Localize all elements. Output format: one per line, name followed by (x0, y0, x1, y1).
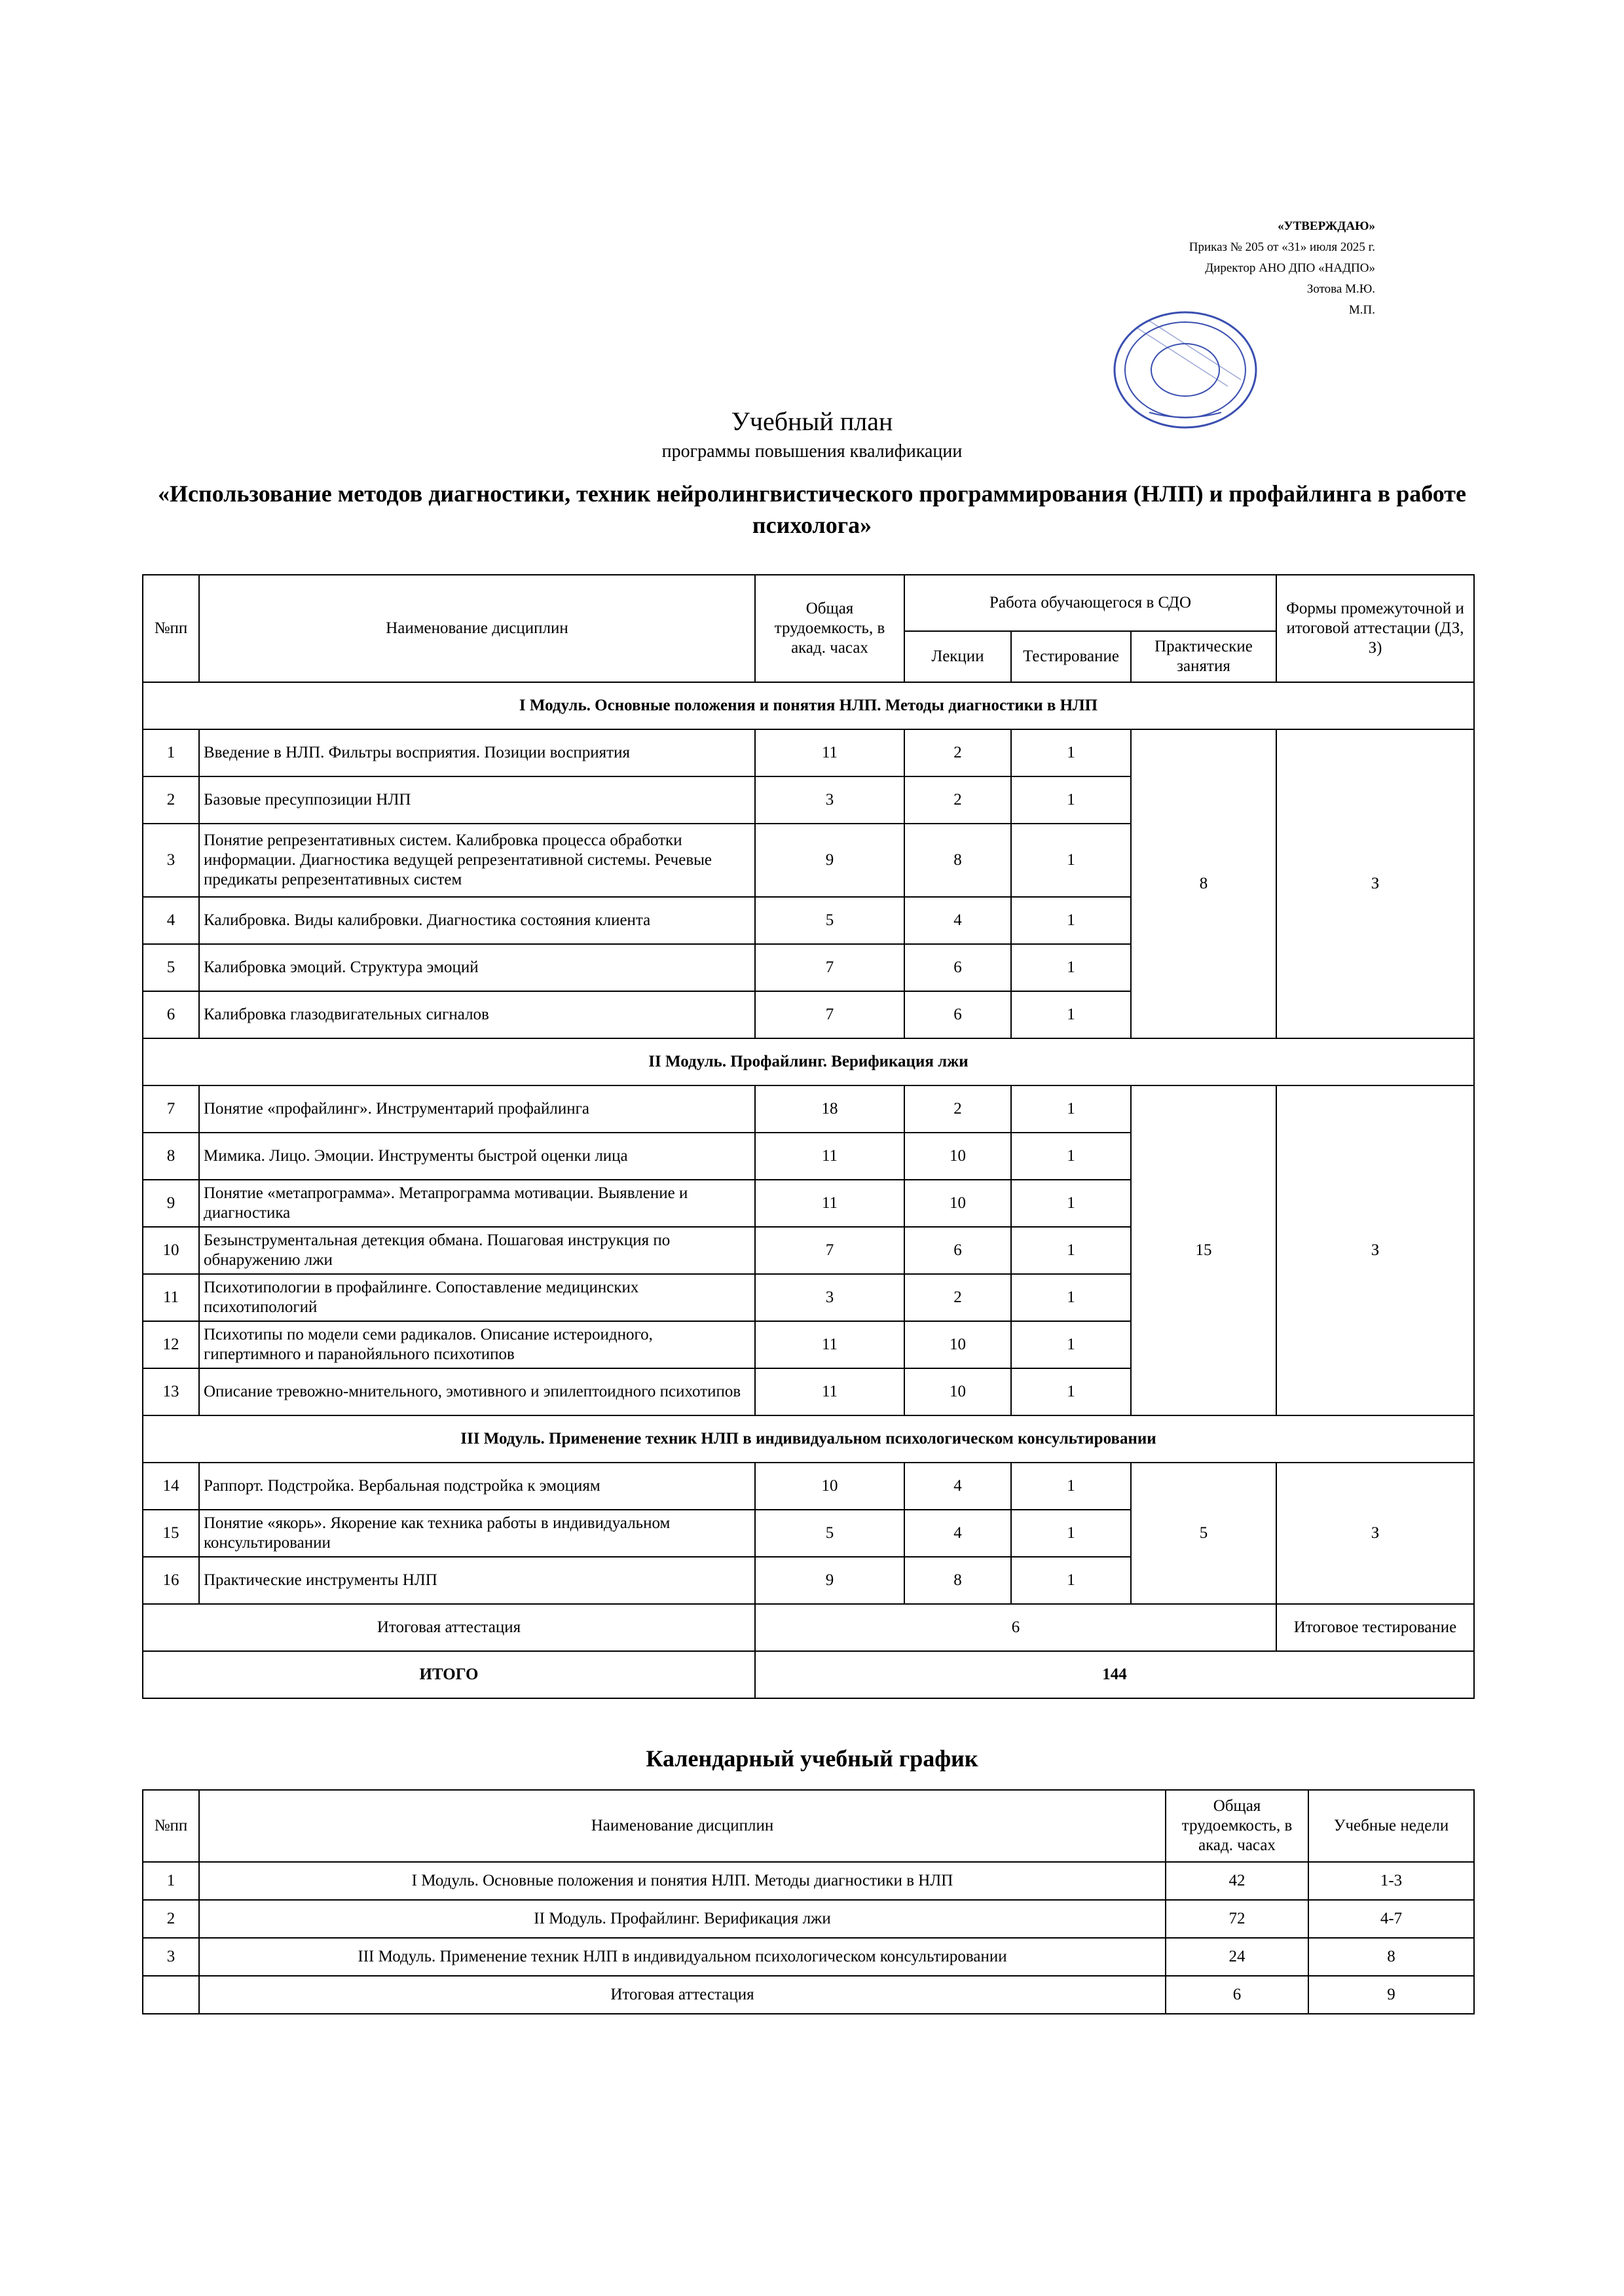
row-lectures: 10 (904, 1368, 1011, 1415)
row-weeks: 9 (1308, 1976, 1474, 2014)
module-form: З (1276, 729, 1474, 1038)
approval-seal-place: М.П. (1348, 303, 1375, 317)
final-attestation-row (143, 1604, 1474, 1651)
table-row (143, 1085, 1474, 1133)
row-hours: 24 (1166, 1938, 1308, 1976)
row-num: 3 (143, 824, 199, 897)
row-num: 3 (143, 1938, 199, 1976)
module-practice: 8 (1131, 729, 1276, 1038)
row-lectures: 10 (904, 1133, 1011, 1180)
row-lectures: 2 (904, 1274, 1011, 1321)
row-num: 8 (143, 1133, 199, 1180)
curriculum-table (142, 574, 1475, 1699)
row-testing: 1 (1011, 944, 1131, 991)
row-weeks: 8 (1308, 1938, 1474, 1976)
row-hours: 11 (755, 729, 904, 776)
row-name: Психотипологии в профайлинге. Сопоставление медицинских психотипологий (199, 1274, 755, 1321)
row-testing: 1 (1011, 1227, 1131, 1274)
row-name: Практические инструменты НЛП (199, 1557, 755, 1604)
row-testing: 1 (1011, 729, 1131, 776)
row-hours: 10 (755, 1463, 904, 1510)
module-row (143, 1038, 1474, 1085)
row-num: 16 (143, 1557, 199, 1604)
row-lectures: 6 (904, 991, 1011, 1038)
row-testing: 1 (1011, 897, 1131, 944)
row-name: Психотипы по модели семи радикалов. Описание истероидного, гипертимного и паранойяльного психотипов (199, 1321, 755, 1368)
row-num: 5 (143, 944, 199, 991)
row-name: III Модуль. Применение техник НЛП в индивидуальном психологическом консультировании (199, 1938, 1166, 1976)
approval-signatory: Зотова М.Ю. (1306, 282, 1375, 296)
module-title: III Модуль. Применение техник НЛП в индивидуальном психологическом консультировании (143, 1415, 1474, 1463)
row-testing: 1 (1011, 1463, 1131, 1510)
row-num: 13 (143, 1368, 199, 1415)
row-testing: 1 (1011, 1321, 1131, 1368)
row-testing: 1 (1011, 1368, 1131, 1415)
row-hours: 6 (1166, 1976, 1308, 2014)
row-hours: 11 (755, 1133, 904, 1180)
module-title: I Модуль. Основные положения и понятия НЛП. Методы диагностики в НЛП (143, 682, 1474, 729)
row-lectures: 8 (904, 824, 1011, 897)
row-lectures: 4 (904, 1510, 1011, 1557)
header-num: №пп (143, 575, 199, 682)
row-lectures: 2 (904, 729, 1011, 776)
row-lectures: 4 (904, 897, 1011, 944)
row-num (143, 1976, 199, 2014)
row-lectures: 6 (904, 1227, 1011, 1274)
approval-heading: «УТВЕРЖДАЮ» (1278, 219, 1375, 233)
row-name: Раппорт. Подстройка. Вербальная подстройка к эмоциям (199, 1463, 755, 1510)
row-testing: 1 (1011, 1510, 1131, 1557)
header-weeks: Учебные недели (1308, 1790, 1474, 1862)
page-title: Учебный план (731, 407, 893, 436)
module-row (143, 1415, 1474, 1463)
row-num: 10 (143, 1227, 199, 1274)
total-label: ИТОГО (143, 1651, 755, 1698)
row-num: 7 (143, 1085, 199, 1133)
row-name: Понятие «якорь». Якорение как техника работы в индивидуальном консультировании (199, 1510, 755, 1557)
module-practice: 5 (1131, 1463, 1276, 1604)
row-testing: 1 (1011, 1274, 1131, 1321)
row-hours: 11 (755, 1321, 904, 1368)
row-lectures: 2 (904, 1085, 1011, 1133)
header-hours: Общая трудоемкость, в акад. часах (1166, 1790, 1308, 1862)
row-hours: 9 (755, 1557, 904, 1604)
final-label: Итоговая аттестация (143, 1604, 755, 1651)
final-hours: 6 (755, 1604, 1276, 1651)
program-name: «Использование методов диагностики, техник нейролингвистического программирования (НЛП) и профайлинга в работе психолога» (158, 481, 1466, 538)
header-row (143, 1790, 1474, 1862)
row-hours: 18 (755, 1085, 904, 1133)
approval-order: Приказ № 205 от «31» июля 2025 г. (1189, 240, 1375, 254)
row-name: Калибровка. Виды калибровки. Диагностика состояния клиента (199, 897, 755, 944)
row-num: 12 (143, 1321, 199, 1368)
row-name: Мимика. Лицо. Эмоции. Инструменты быстрой оценки лица (199, 1133, 755, 1180)
row-hours: 3 (755, 776, 904, 824)
row-hours: 3 (755, 1274, 904, 1321)
row-name: Калибровка глазодвигательных сигналов (199, 991, 755, 1038)
row-num: 14 (143, 1463, 199, 1510)
page-subtitle: программы повышения квалификации (661, 441, 963, 462)
row-name: Понятие «метапрограмма». Метапрограмма мотивации. Выявление и диагностика (199, 1180, 755, 1227)
row-num: 1 (143, 1862, 199, 1900)
row-hours: 11 (755, 1368, 904, 1415)
table-row (143, 1976, 1474, 2014)
header-forms: Формы промежуточной и итоговой аттестации (ДЗ, З) (1276, 575, 1474, 682)
approval-block (1074, 216, 1375, 321)
row-testing: 1 (1011, 1133, 1131, 1180)
row-weeks: 4-7 (1308, 1900, 1474, 1938)
row-testing: 1 (1011, 991, 1131, 1038)
row-name: Понятие репрезентативных систем. Калибровка процесса обработки информации. Диагностика ведущей репрезентативной системы. Речевые предикаты репрезентативных систем (199, 824, 755, 897)
row-name: Калибровка эмоций. Структура эмоций (199, 944, 755, 991)
row-testing: 1 (1011, 1085, 1131, 1133)
row-name: Итоговая аттестация (199, 1976, 1166, 2014)
row-testing: 1 (1011, 1557, 1131, 1604)
final-form: Итоговое тестирование (1276, 1604, 1474, 1651)
total-hours: 144 (755, 1651, 1474, 1698)
module-row (143, 682, 1474, 729)
row-hours: 7 (755, 944, 904, 991)
schedule-title: Календарный учебный график (646, 1745, 978, 1772)
row-lectures: 8 (904, 1557, 1011, 1604)
row-hours: 72 (1166, 1900, 1308, 1938)
header-hours: Общая трудоемкость, в акад. часах (755, 575, 904, 682)
module-form: З (1276, 1085, 1474, 1415)
row-num: 2 (143, 776, 199, 824)
row-name: Базовые пресуппозиции НЛП (199, 776, 755, 824)
row-name: Описание тревожно-мнительного, эмотивного и эпилептоидного психотипов (199, 1368, 755, 1415)
row-name: Безынструментальная детекция обмана. Пошаговая инструкция по обнаружению лжи (199, 1227, 755, 1274)
row-num: 15 (143, 1510, 199, 1557)
row-hours: 5 (755, 1510, 904, 1557)
row-hours: 11 (755, 1180, 904, 1227)
row-num: 9 (143, 1180, 199, 1227)
row-lectures: 6 (904, 944, 1011, 991)
row-weeks: 1-3 (1308, 1862, 1474, 1900)
row-testing: 1 (1011, 776, 1131, 824)
table-row (143, 1938, 1474, 1976)
table-row (143, 1463, 1474, 1510)
row-num: 6 (143, 991, 199, 1038)
row-lectures: 10 (904, 1180, 1011, 1227)
row-lectures: 2 (904, 776, 1011, 824)
module-title: II Модуль. Профайлинг. Верификация лжи (143, 1038, 1474, 1085)
row-name: Понятие «профайлинг». Инструментарий профайлинга (199, 1085, 755, 1133)
row-testing: 1 (1011, 1180, 1131, 1227)
header-practice: Практические занятия (1131, 631, 1276, 682)
table-row (143, 729, 1474, 776)
header-row (143, 575, 1474, 631)
header-work: Работа обучающегося в СДО (904, 575, 1276, 631)
row-lectures: 10 (904, 1321, 1011, 1368)
table-row (143, 1900, 1474, 1938)
total-row (143, 1651, 1474, 1698)
header-name: Наименование дисциплин (199, 575, 755, 682)
header-num: №пп (143, 1790, 199, 1862)
row-num: 2 (143, 1900, 199, 1938)
row-num: 4 (143, 897, 199, 944)
table-row (143, 1862, 1474, 1900)
row-hours: 7 (755, 991, 904, 1038)
row-hours: 5 (755, 897, 904, 944)
row-hours: 42 (1166, 1862, 1308, 1900)
module-form: З (1276, 1463, 1474, 1604)
row-num: 11 (143, 1274, 199, 1321)
row-testing: 1 (1011, 824, 1131, 897)
row-name: II Модуль. Профайлинг. Верификация лжи (199, 1900, 1166, 1938)
approval-position: Директор АНО ДПО «НАДПО» (1205, 261, 1375, 275)
row-name: Введение в НЛП. Фильтры восприятия. Позиции восприятия (199, 729, 755, 776)
header-name: Наименование дисциплин (199, 1790, 1166, 1862)
header-testing: Тестирование (1011, 631, 1131, 682)
row-hours: 7 (755, 1227, 904, 1274)
module-practice: 15 (1131, 1085, 1276, 1415)
schedule-table (142, 1789, 1475, 2014)
row-name: I Модуль. Основные положения и понятия НЛП. Методы диагностики в НЛП (199, 1862, 1166, 1900)
row-num: 1 (143, 729, 199, 776)
header-lectures: Лекции (904, 631, 1011, 682)
row-lectures: 4 (904, 1463, 1011, 1510)
row-hours: 9 (755, 824, 904, 897)
